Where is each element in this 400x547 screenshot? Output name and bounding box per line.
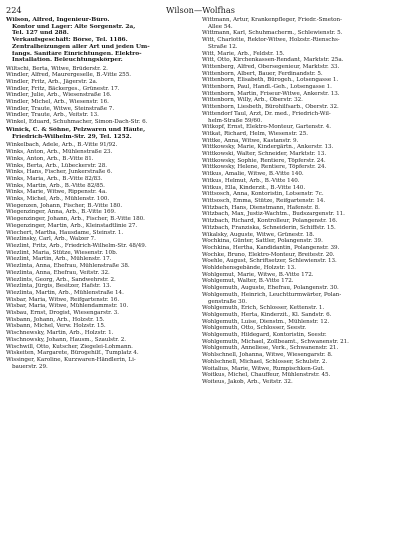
directory-entry: Wohlgemut, Walter, B.-Vitte 172. xyxy=(202,278,294,285)
directory-entry: Witt, Charlotte, Rektor-Witwe, Holzstr.-Rienschs- xyxy=(202,37,340,44)
directory-entry: Wittenborn, Liesbeth, Bürohilfsarb., Oberstr. 32. xyxy=(202,104,339,111)
page-number: 224 xyxy=(6,5,22,15)
directory-entry: Witt, Otto, Kirchenkassen-Rendant, Marktstr. 25a. xyxy=(202,57,344,64)
directory-entry: Witkopf, Ernst, Elektro-Monteur, Gartenstr. 4. xyxy=(202,124,332,131)
advertisement-line: Kontor und Lager: Alte Sorgenstr. 2a, xyxy=(12,23,136,30)
directory-entry: Wochke, Bruno, Elektro-Monteur, Breitestr. 20. xyxy=(202,251,335,258)
directory-entry: Witkus, Ella, Kinderzit., B.-Vitte 140. xyxy=(202,184,306,191)
directory-entry: Wischnowsky, Johann, Hausm., Szaulstr. 2. xyxy=(6,336,127,343)
directory-entry: Woitalius, Marie, Witwe, Rumpischken-Gut. xyxy=(202,365,325,372)
directory-entry: Witkus, Helmut, Arb., B.-Vitte 140. xyxy=(202,177,300,184)
directory-entry: Wiegenzen, Johann, Fischer, B.-Vitte 180. xyxy=(6,202,123,209)
directory-entry: Wohlgemuth, Hildegard, Kontoristin, Seestr. xyxy=(202,332,327,339)
directory-entry: Woitkus, Michel, Chauffeur, Mühlenstrstr. 45. xyxy=(202,372,331,379)
directory-entry: Wiezlinta, Martin, Arb., Mühlenstraße 14. xyxy=(6,289,124,296)
directory-entry: Witkat, Richard, Helm, Wiesenstr. 25. xyxy=(202,130,308,137)
directory-entry: Witzbach, Richard, Kontrolleur, Polangenstr. 16. xyxy=(202,218,338,225)
directory-entry: Wittke, Anna, Witwe, Kastanstr. 9. xyxy=(202,137,299,144)
right-column xyxy=(202,17,395,386)
directory-entry: Wittenborn, Albert, Bauer, Ferdinandstr. 5. xyxy=(202,70,323,77)
directory-entry: Wohlschnell, Michael, Schlosser, Schulstr. 2. xyxy=(202,358,328,365)
directory-entry: Wittenborn, Martin, Friseur-Witwe, Ankerstr. 13. xyxy=(202,90,340,97)
directory-entry: Winkel, Eduard, Schuhmacher, Simon-Dach-Str. 6. xyxy=(6,119,148,126)
directory-entry: Wittmann, Karl, Schuhmacherm., Schlewienstr. 5. xyxy=(202,30,343,37)
advertisement-line: Tel. 127 und 288. xyxy=(12,30,69,37)
directory-entry: Windler, Michel, Arb., Wiesenstr. 16. xyxy=(6,99,109,106)
page-header xyxy=(6,4,395,16)
advertisement-line: Verkaufsgeschäft: Börse, Tel. 1186. xyxy=(12,37,128,44)
directory-entry: Wisbau, Ernst, Drogist, Wiesengarstr. 3. xyxy=(6,310,119,317)
directory-entry: Winks, Marie, Witwe, Rippenstr. 4a. xyxy=(6,189,108,196)
directory-entry: Wohlgemuth, Erich, Schlosser, Kettenstr. 1. xyxy=(202,305,325,312)
directory-entry: Winks, Martin, Arb., B.-Vitte 82/85. xyxy=(6,182,105,189)
directory-entry: Wochkina, Hertha, Kandidantin, Polangenstr. 39. xyxy=(202,244,340,251)
advertisement-line: Friedrich-Wilhelm-Str. 29, Tel. 1252. xyxy=(12,134,132,141)
directory-entry: Wittenberg, Alfred, Obersegenieur, Marktstr. 33. xyxy=(202,63,340,70)
directory-entry: Wisbann, Michel, Verw. Holzstr. 15. xyxy=(6,323,106,330)
advertisement-line: Zentralheizungen aller Art und jeden Um- xyxy=(12,43,150,50)
advertisement-line: Winick, C. & Söhne, Pelzwaren und Häute, xyxy=(6,127,146,134)
directory-entry: Wikalsky, Auguste, Witwe, Grünestr. 18. xyxy=(202,231,315,238)
directory-entry: Wisbar, Maria, Witwe, Mühlendammstr. 10. xyxy=(6,303,129,310)
directory-entry: Straße 12. xyxy=(208,43,238,50)
directory-entry: Wiezlint, Maria, Stütze, Wiesenstr. 10b. xyxy=(6,249,118,256)
directory-entry: Wohlgemut, Marie, Witwe, B.-Vitte 172. xyxy=(202,271,314,278)
directory-entry: Wittenborn, Willy, Arb., Oberstr. 32. xyxy=(202,97,303,104)
directory-columns xyxy=(6,17,395,386)
directory-entry: bauerstr. 29. xyxy=(12,363,48,370)
directory-entry: Winks, Anton, Arb., Mühlenstraße 23. xyxy=(6,149,113,156)
directory-entry: Winks, Anton, Arb., B.-Vitte 81. xyxy=(6,155,94,162)
advertisement-line: Wilson, Alfred, Ingenieur-Büro. xyxy=(6,17,110,23)
directory-entry: Wiegenzinger, Martin, Arb., Kleinstadtlinie 27. xyxy=(6,222,138,229)
directory-entry: Wohlgemuth, Heinrich, Leuchtturmwärter, Polan- xyxy=(202,291,342,298)
directory-entry: Wittkowski, Walter, Schneider, Marktstr. 13. xyxy=(202,151,327,158)
directory-entry: Allee 54. xyxy=(208,23,233,30)
directory-entry: Wohlgemuth, Luise, Dienstm., Mühlenstr. 12. xyxy=(202,318,330,325)
directory-entry: Wischnewsky, Martin, Arb., Holzstr. 1. xyxy=(6,330,114,337)
directory-entry: genstraße 30. xyxy=(208,298,247,305)
directory-entry: Wittsosch, Emma, Stütze, Reifgartenstr. 14. xyxy=(202,197,326,204)
directory-entry: Witzbach, Max, Justiz-Wachtm., Budszargenstr. 11. xyxy=(202,211,345,218)
directory-entry: Witt, Marie, Arb., Feldstr. 15. xyxy=(202,50,285,57)
advertisement-line: Installation. Beleuchtungskörper. xyxy=(12,57,123,64)
directory-entry: Wisbar, Maria, Witwe, Reifgartenstr. 16. xyxy=(6,296,120,303)
directory-entry: Winks, Berta, Arb., Lübeckerstr. 28. xyxy=(6,162,107,169)
directory-entry: Windler, Fritz, Bäckerges., Grünestr. 17. xyxy=(6,85,120,92)
directory-entry: Wisbann, Johann, Arb., Holzstr. 15. xyxy=(6,316,105,323)
directory-entry: Wiskeiten, Margarete, Bürogehilf., Tumplatz 4. xyxy=(6,350,139,357)
directory-entry: Wohlgemuth, Auguste, Ehefrau, Polangenstr. 30. xyxy=(202,285,339,292)
directory-entry: Winks, Michel, Arb., Mühlenstr. 100. xyxy=(6,196,110,203)
left-column xyxy=(6,17,199,386)
directory-entry: Winks, Hans, Fischer, Junkerstraße 6. xyxy=(6,169,113,176)
directory-entry: Wittendorf Taul, Arzt, Dr. med., Friedrich-Wil- xyxy=(202,110,331,117)
directory-entry: Wiezlinta, Jürgis, Besitzer, Hafstr. 13. xyxy=(6,283,112,290)
directory-entry: Wittkowsky, Sophie, Rentiere, Töpferstr. 24. xyxy=(202,157,326,164)
directory-entry: Wiezlint, Martin, Arb., Mühlenstr. 17. xyxy=(6,256,112,263)
directory-entry: Wittenborn, Elisabeth, Bürogeh., Lotsengasse 1. xyxy=(202,77,339,84)
directory-entry: Wissinger, Karoline, Kurzwaren-Händlerin, Li- xyxy=(6,356,136,363)
directory-entry: Wohlgemuth, Anneliese, Verk., Schwanenstr. 21. xyxy=(202,345,339,352)
directory-entry: Wohldehensgebände, Holzstr. 13. xyxy=(202,265,296,272)
directory-entry: Woiteus, Jakob, Arb., Veitstr. 32. xyxy=(202,378,293,385)
directory-entry: Winks, Maria, Arb., B.-Vitte 82/83. xyxy=(6,175,103,182)
directory-entry: Windler, Traute, Witwe, Steinstraße 7. xyxy=(6,105,115,112)
directory-entry: Wittkowsky, Marie, Kindergärtn., Ankerstr. 13. xyxy=(202,144,334,151)
directory-entry: Wohlgemuth, Michael, Zollbeamt., Schwanenstr. 21. xyxy=(202,338,349,345)
directory-entry: Wiezlints, Georg, Arb., Sandwehrstr. 2. xyxy=(6,276,116,283)
directory-entry: Wiezlinta, Anna, Ehefrau, Veitstr. 32. xyxy=(6,269,110,276)
directory-entry: Windler, Alfred, Maurergeselle, B.-Vitte 255. xyxy=(6,72,131,79)
directory-entry: Wiezlinta, Anna, Ehefrau, Mühlenstraße 38. xyxy=(6,263,130,270)
directory-entry: Witzbach, Franziska, Schneiderin, Schiffstr. 15. xyxy=(202,224,336,231)
directory-entry: Wischwill, Otto, Kutscher, Ziegelei-Lohmann. xyxy=(6,343,133,350)
directory-entry: Wohlgemuth, Herta, Kinderzit., Kl. Sandstr. 6. xyxy=(202,311,332,318)
directory-entry: helm-Straße 59/60. xyxy=(208,117,263,124)
directory-entry: Wiechert, Martha, Hausdame, Steinstr. 1. xyxy=(6,229,124,236)
directory-entry: Winkelbach, Adele, Arb., B.-Vitte 91/92. xyxy=(6,142,118,149)
directory-entry: Wiezlint, Fritz, Arb., Friedrich-Wilhelm-Str. 48/49. xyxy=(6,242,147,249)
directory-entry: Wochkina, Günter, Sattler, Polangenstr. 39. xyxy=(202,238,323,245)
directory-entry: Wittmann, Artur, Krankenpfleger, Friedr.-Smeton- xyxy=(202,17,342,23)
directory-entry: Wiezlinsky, Carl, Arb., Walzer 7. xyxy=(6,236,96,243)
directory-entry: Windler, Julie, Arb., Wiesenstraße 16. xyxy=(6,92,112,99)
directory-entry: Woehle, August, Schriftsetzer, Schlewienstr. 13. xyxy=(202,258,337,265)
directory-entry: Wohlgemuth, Otto, Schlosser, Seestr. xyxy=(202,325,307,332)
running-title: Wilson—Wolfhas xyxy=(166,5,235,15)
directory-entry: Wiegenzinger, Johann, Arb., Fischer, B.-Vitte 180. xyxy=(6,216,145,223)
directory-entry: Wiegenzinger, Anna, Arb., B.-Vitte 169. xyxy=(6,209,116,216)
directory-entry: Wohlschnell, Johanna, Witwe, Wiesengarstr. 8. xyxy=(202,352,333,359)
directory-entry: Witzbach, Hans, Dienstmann, Hafenstr. 8. xyxy=(202,204,320,211)
directory-entry: Windler, Fritz, Arb., Jägerstr. 2a. xyxy=(6,78,98,85)
directory-entry: Wiltschi, Berta, Witwe, Brüderstr. 2. xyxy=(6,65,108,72)
directory-entry: Wittsosch, Anna, Kontoristin, Lotsenstr. 7c. xyxy=(202,191,324,198)
directory-entry: Wittenborn, Paul, Handl.-Geh., Lotsengasse 1. xyxy=(202,84,332,91)
advertisement-line: fangs. Sanitäre Einrichtungen. Elektro- xyxy=(12,50,142,57)
directory-entry: Witkus, Amalie, Witwe, B.-Vitte 140. xyxy=(202,171,304,178)
directory-entry: Windler, Traute, Arb., Veitstr. 13. xyxy=(6,112,99,119)
directory-entry: Wittkowsky, Helene, Rentiere, Töpferstr. 24. xyxy=(202,164,327,171)
